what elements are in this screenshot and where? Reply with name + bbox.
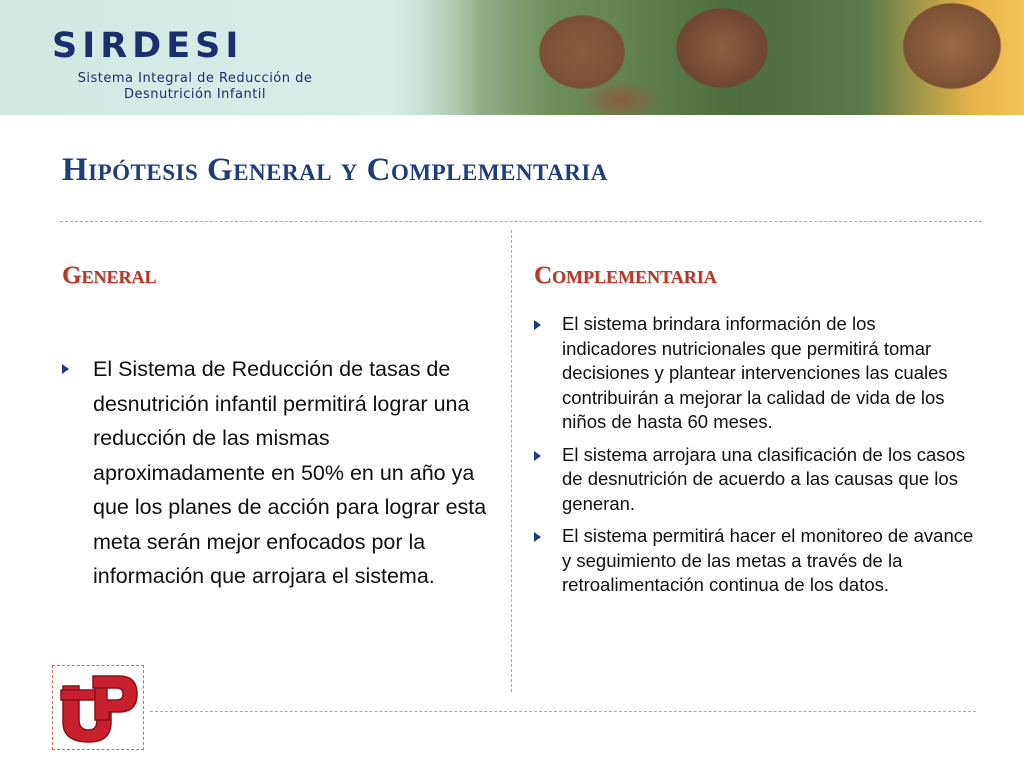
bullet-text: El Sistema de Reducción de tasas de desnutrición infantil permitirá lograr una reducción de las mismas aproximadamente en 50% en un año ya que los planes de acción para lograr esta meta serán mejor enfocados por la información que arrojara el sistema. [93, 357, 487, 588]
slide-title: Hipótesis General y Complementaria [62, 152, 608, 188]
column-divider [511, 230, 512, 692]
top-divider [60, 221, 982, 222]
triangle-right-icon [62, 364, 69, 374]
utp-logo-frame [52, 665, 144, 750]
list-item [534, 312, 974, 435]
sirdesi-logo-subtitle: Sistema Integral de Reducción de Desnutrición Infantil [77, 71, 313, 102]
children-photo [392, 0, 1024, 115]
triangle-right-icon [534, 532, 541, 542]
bullet-text: El sistema permitirá hacer el monitoreo de avance y seguimiento de las metas a través de la retroalimentación continua de los datos. [562, 525, 974, 595]
triangle-right-icon [534, 320, 541, 330]
list-item [534, 443, 974, 517]
triangle-right-icon [534, 451, 541, 461]
complementaria-bullet-list [534, 312, 974, 606]
general-bullet-list [62, 352, 502, 594]
list-item [62, 352, 502, 594]
sirdesi-logo-title: SIRDESI [52, 26, 244, 66]
bullet-text: El sistema brindara información de los indicadores nutricionales que permitirá tomar decisiones y plantear intervenciones las cuales contribuirán a mejorar la calidad de vida de los niños de hasta 60 meses. [562, 313, 948, 432]
heading-complementaria: Complementaria [534, 262, 717, 289]
utp-logo-icon [57, 672, 141, 746]
bottom-divider [150, 711, 976, 712]
bullet-text: El sistema arrojara una clasificación de los casos de desnutrición de acuerdo a las causas que los generan. [562, 443, 966, 514]
list-item [534, 524, 974, 598]
header-banner [0, 0, 1024, 115]
heading-general: General [62, 262, 157, 289]
